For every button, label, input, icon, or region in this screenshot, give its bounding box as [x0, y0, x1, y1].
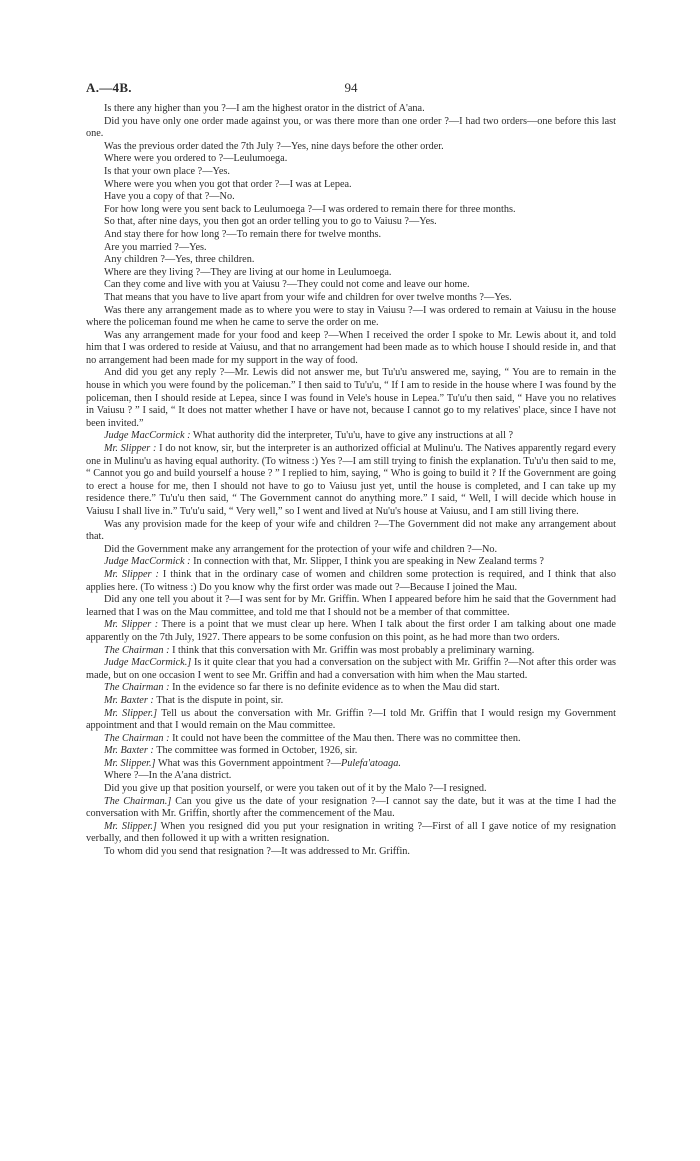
paragraph — [86, 191, 616, 204]
speaker-name: Mr. Baxter : — [104, 745, 154, 757]
paragraph-text: Where were you when you got that order ?—I was at Lepea. — [104, 178, 352, 190]
paragraph — [86, 153, 616, 166]
paragraph-text: Did you give up that position yourself, or were you taken out of it by the Malo ?—I resigned. — [104, 783, 487, 795]
paragraph-text: Is there any higher than you ?—I am the highest orator in the district of A'ana. — [104, 103, 425, 114]
paragraph — [86, 254, 616, 267]
document-reference: A.—4B. — [86, 80, 132, 95]
paragraph — [86, 216, 616, 229]
paragraph-text: I think that this conversation with Mr. Griffin was most probably a preliminary warning. — [172, 644, 535, 656]
paragraph-text: What was this Government appointment ?— — [157, 757, 341, 769]
paragraph-text: And did you get any reply ?—Mr. Lewis did not answer me, but Tu'u'u answered me, saying, “ You are to remain in the house in which you were found by the policeman.” I then said to Tu'u'u, “ If I am to reside in the house where I was found by the policeman, then I should reside at Lepea, since I was found in Vele's house in Lepea.” Tu'u'u then said, “ Have you no relatives in Vaiusu ? ” I said, “ It does not matter whether I have or have not, because I cannot go to my relatives' place, since I have not been invited.” — [86, 367, 616, 429]
paragraph-text: And stay there for how long ?—To remain there for twelve months. — [104, 228, 382, 240]
paragraph — [86, 103, 616, 116]
paragraph-text: Where ?—In the A'ana district. — [104, 770, 232, 782]
paragraph — [86, 569, 616, 594]
paragraph — [86, 443, 616, 519]
paragraph — [86, 783, 616, 796]
paragraph — [86, 330, 616, 368]
paragraph-text: Tell us about the conversation with Mr. Griffin ?—I told Mr. Griffin that I would resign my Government appointment and that I would remain on the Mau committee. — [86, 707, 616, 732]
speaker-name: Judge MacCormick : — [104, 430, 191, 442]
paragraph-text: When you resigned did you put your resignation in writing ?—First of all I gave notice of my resignation verbally, and then followed it up with a written resignation. — [86, 820, 616, 845]
paragraph-text: The committee was formed in October, 1926, sir. — [156, 745, 358, 757]
paragraph-text: So that, after nine days, you then got an order telling you to go to Vaiusu ?—Yes. — [104, 216, 437, 228]
paragraph — [86, 204, 616, 217]
paragraph — [86, 695, 616, 708]
paragraph — [86, 556, 616, 569]
paragraph-text: For how long were you sent back to Leulumoega ?—I was ordered to remain there for three months. — [104, 203, 516, 215]
paragraph-text: That is the dispute in point, sir. — [156, 694, 284, 706]
paragraph-text: What authority did the interpreter, Tu'u'u, have to give any instructions at all ? — [192, 430, 514, 442]
paragraph-text: In connection with that, Mr. Slipper, I think you are speaking in New Zealand terms ? — [193, 556, 544, 568]
paragraph-text: Was the previous order dated the 7th July ?—Yes, nine days before the other order. — [104, 140, 444, 152]
paragraph — [86, 242, 616, 255]
paragraph-text: Did the Government make any arrangement for the protection of your wife and children ?—No. — [104, 543, 498, 555]
paragraph — [86, 519, 616, 544]
speaker-name: Mr. Slipper.] — [104, 707, 158, 719]
paragraph-text: I do not know, sir, but the interpreter is an authorized official at Mulinu'u. The Natives apparently regard every one in Mulinu'u as having equal authority. (To witness :) Yes ?—I am still trying to finish the explanation. Tu'u'u then said to me, “ Cannot you go and build yourself a house ? ” I replied to him, saying, “ Who is going to build it ? If the Government are going to erect a house for me, then I should not have to go to Vaiusu just yet, until the house is completed, and I can take up my residence there.” Tu'u'u then said, “ The Government cannot do anything more.” I said, “ Well, I will decide which house in Vaiusu I shall live in.” Tu'u'u said, “ Very well,” so I went and lived at Nu'u's house at Vaiusu, and I am still living there. — [86, 443, 616, 517]
paragraph — [86, 166, 616, 179]
page-header — [86, 80, 616, 98]
paragraph-text: Did you have only one order made against you, or was there more than one order ?—I had two orders—one before this last one. — [86, 115, 616, 140]
paragraph-text: It could not have been the committee of the Mau then. There was no committee then. — [172, 732, 521, 744]
speaker-name: The Chairman.] — [104, 795, 172, 807]
paragraph — [86, 594, 616, 619]
speaker-name: Judge MacCormick.] — [104, 657, 192, 669]
paragraph — [86, 846, 616, 859]
paragraph — [86, 733, 616, 746]
paragraph-text: In the evidence so far there is no definite evidence as to when the Mau did start. — [172, 682, 500, 694]
speaker-name: Mr. Slipper.] — [104, 820, 157, 832]
paragraph — [86, 292, 616, 305]
paragraph — [86, 229, 616, 242]
paragraph — [86, 619, 616, 644]
paragraph — [86, 657, 616, 682]
paragraph — [86, 141, 616, 154]
paragraph — [86, 179, 616, 192]
paragraph-text: Are you married ?—Yes. — [104, 241, 207, 253]
speaker-name: Mr. Slipper.] — [104, 757, 156, 769]
paragraph — [86, 745, 616, 758]
paragraph — [86, 758, 616, 771]
paragraph-text: Did any one tell you about it ?—I was sent for by Mr. Griffin. When I appeared before him he said that the Government had learned that I was on the Mau committee, and told me that I should not be a member of that committee. — [86, 594, 616, 618]
paragraph-text: Where were you ordered to ?—Leulumoega. — [104, 153, 288, 165]
paragraph — [86, 430, 616, 443]
speaker-name: Judge MacCormick : — [104, 556, 191, 568]
paragraph-text: Was there any arrangement made as to where you were to stay in Vaiusu ?—I was ordered to remain at Vaiusu in the house where the policeman found me when he came to serve the order on me. — [86, 304, 616, 329]
paragraph-text: There is a point that we must clear up here. When I talk about the first order I am talking about one made apparently on the 7th July, 1927. There appears to be some confusion on this point, as he had more than two orders. — [86, 619, 616, 643]
paragraph-text: Can you give us the date of your resignation ?—I cannot say the date, but it was at the time I had the conversation with Mr. Griffin, shortly after the commencement of the Mau. — [86, 795, 616, 820]
transcript-body — [86, 103, 616, 859]
speaker-name: The Chairman : — [104, 682, 170, 694]
paragraph-text: Have you a copy of that ?—No. — [104, 191, 235, 203]
paragraph-text: Was any arrangement made for your food and keep ?—When I received the order I spoke to Mr. Lewis about it, and told him that I was ordered to reside at Vaiusu, and that no arrangement had been made as to which house I should reside in, and that no arrangement had been made for my support in the way of food. — [86, 329, 616, 366]
speaker-name: Mr. Baxter : — [104, 694, 154, 706]
speaker-name: Mr. Slipper : — [104, 568, 159, 580]
paragraph-text: Where are they living ?—They are living at our home in Leulumoega. — [104, 266, 392, 278]
paragraph — [86, 796, 616, 821]
paragraph — [86, 708, 616, 733]
speaker-name: Mr. Slipper : — [104, 619, 159, 631]
paragraph-text: Any children ?—Yes, three children. — [104, 254, 255, 266]
paragraph — [86, 682, 616, 695]
paragraph — [86, 305, 616, 330]
speaker-name: The Chairman : — [104, 644, 170, 656]
paragraph — [86, 116, 616, 141]
paragraph-text: Is that your own place ?—Yes. — [104, 165, 230, 177]
speaker-name: Mr. Slipper : — [104, 443, 157, 455]
paragraph-text: Is it quite clear that you had a conversation on the subject with Mr. Griffin ?—Not after this order was made, but on one occasion I went to see Mr. Griffin and had a conversation with him when the Mau started. — [86, 657, 617, 681]
paragraph — [86, 367, 616, 430]
paragraph-text: Can they come and live with you at Vaiusu ?—They could not come and leave our home. — [104, 279, 470, 291]
speaker-name: The Chairman : — [104, 732, 170, 744]
paragraph — [86, 279, 616, 292]
paragraph — [86, 544, 616, 557]
italic-term: Pulefa'atoaga. — [340, 757, 401, 769]
paragraph-text: To whom did you send that resignation ?—It was addressed to Mr. Griffin. — [104, 846, 410, 858]
paragraph — [86, 821, 616, 846]
paragraph-text: Was any provision made for the keep of your wife and children ?—The Government did not make any arrangement about that. — [86, 518, 616, 543]
paragraph — [86, 770, 616, 783]
paragraph — [86, 645, 616, 658]
page-number: 94 — [344, 80, 358, 95]
paragraph — [86, 267, 616, 280]
paragraph-text: I think that in the ordinary case of women and children some protection is required, and I think that also applies here. (To witness :) Do you know why the first order was made out ?—Because I joined the Mau. — [86, 568, 616, 593]
paragraph-text: That means that you have to live apart from your wife and children for over twelve months ?—Yes. — [104, 291, 512, 303]
